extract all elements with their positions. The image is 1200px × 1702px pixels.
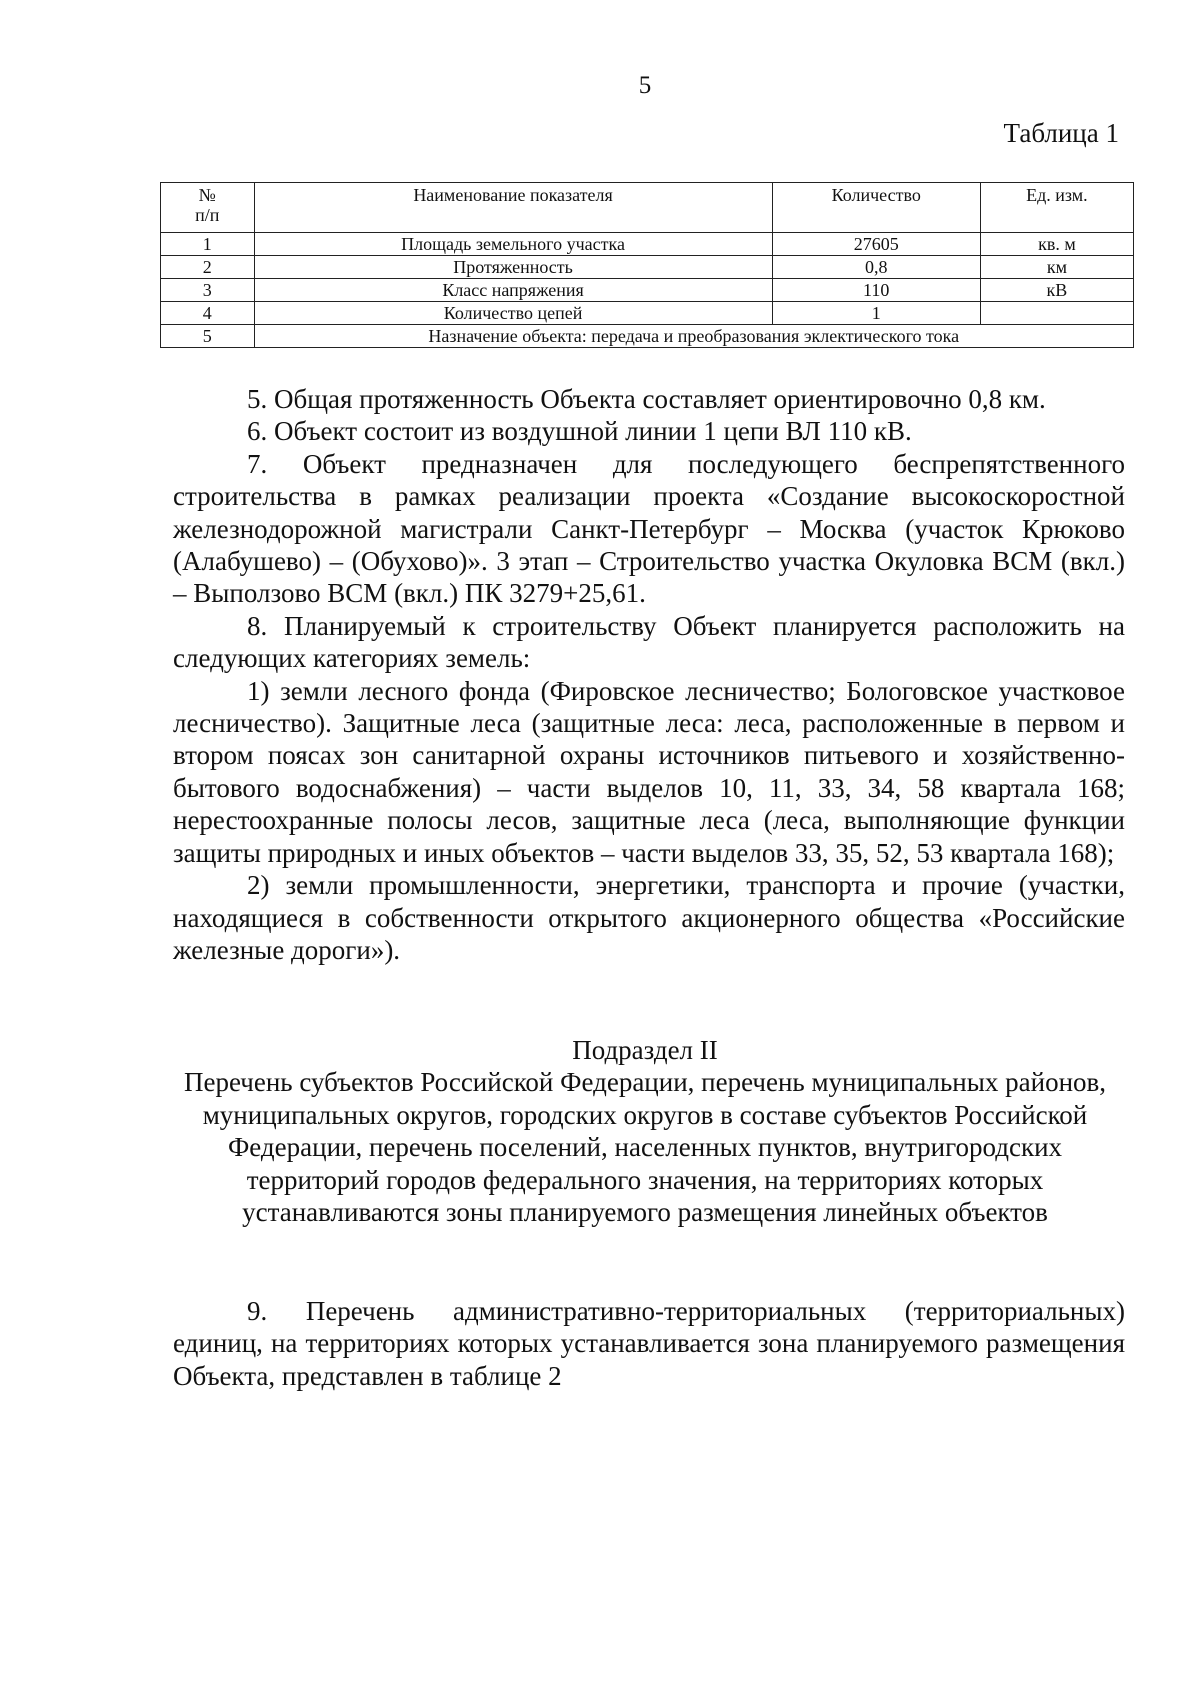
- final-text: [173, 1295, 1125, 1392]
- subsection-heading: Перечень субъектов Российской Федерации, перечень муниципальных районов, муниципальных округов, городских округов в составе субъектов Российской Федерации, перечень поселений, населенных пунктов, внутригородских территорий городов федерального значения, на территориях которых устанавливаются зоны планируемого размещения линейных объектов: [183, 1067, 1107, 1228]
- cell-num: 5: [161, 325, 255, 348]
- header-qty: Количество: [772, 183, 980, 233]
- cell-unit: км: [980, 256, 1133, 279]
- subsection: [180, 1034, 1110, 1228]
- page-number: 5: [638, 72, 652, 99]
- main-text: [173, 383, 1125, 966]
- cell-name: Класс напряжения: [254, 279, 772, 302]
- cell-qty: 0,8: [772, 256, 980, 279]
- table-row: [161, 279, 1134, 302]
- cell-name: Площадь земельного участка: [254, 233, 772, 256]
- paragraph-8-item-1: 1) земли лесного фонда (Фировское лесничество; Бологовское участковое лесничество). Защитные леса (защитные леса: леса, расположенные в первом и втором поясах зон санитарной охраны источников питьевого и хозяйственно-бытового водоснабжения) – части выделов 10, 11, 33, 34, 58 квартала 168; нерестоохранные полосы лесов, защитные леса (леса, выполняющие функции защиты природных и иных объектов – части выделов 33, 35, 52, 53 квартала 168);: [173, 675, 1125, 868]
- table-row: [161, 233, 1134, 256]
- cell-name: Количество цепей: [254, 302, 772, 325]
- table-row: [161, 256, 1134, 279]
- cell-purpose: Назначение объекта: передача и преобразования эклектического тока: [254, 325, 1134, 348]
- cell-qty: 1: [772, 302, 980, 325]
- cell-num: 3: [161, 279, 255, 302]
- paragraph-5: 5. Общая протяженность Объекта составляет ориентировочно 0,8 км.: [247, 384, 1046, 414]
- cell-num: 1: [161, 233, 255, 256]
- cell-name: Протяженность: [254, 256, 772, 279]
- paragraph-6: 6. Объект состоит из воздушной линии 1 цепи ВЛ 110 кВ.: [247, 416, 912, 447]
- table-row: [161, 302, 1134, 325]
- header-unit: Ед. изм.: [980, 183, 1133, 233]
- paragraph-7: 7. Объект предназначен для последующего беспрепятственного строительства в рамках реализации проекта «Создание высокоскоростной железнодорожной магистрали Санкт-Петербург – Москва (участок Крюково (Алабушево) – (Обухово)». 3 этап – Строительство участка Окуловка ВСМ (вкл.) – Выползово ВСМ (вкл.) ПК 3279+25,61.: [173, 448, 1125, 609]
- cell-unit: кв. м: [980, 233, 1133, 256]
- cell-unit: кВ: [980, 279, 1133, 302]
- cell-num: 4: [161, 302, 255, 325]
- header-name: Наименование показателя: [254, 183, 772, 233]
- cell-qty: 110: [772, 279, 980, 302]
- cell-qty: 27605: [772, 233, 980, 256]
- cell-num: 2: [161, 256, 255, 279]
- table-header-row: [161, 183, 1134, 233]
- paragraph-8: 8. Планируемый к строительству Объект планируется расположить на следующих категориях земель:: [173, 610, 1125, 674]
- header-num: № п/п: [161, 183, 255, 233]
- cell-unit: [980, 302, 1133, 325]
- paragraph-9: 9. Перечень административно-территориальных (территориальных) единиц, на территориях которых устанавливается зона планируемого размещения Объекта, представлен в таблице 2: [173, 1296, 1125, 1391]
- subsection-title: Подраздел II: [572, 1035, 718, 1065]
- table-row-purpose: [161, 325, 1134, 348]
- table-caption: Таблица 1: [1003, 118, 1119, 148]
- indicators-table: [160, 182, 1134, 348]
- paragraph-8-item-2: 2) земли промышленности, энергетики, транспорта и прочие (участки, находящиеся в собственности открытого акционерного общества «Российские железные дороги»).: [173, 870, 1125, 965]
